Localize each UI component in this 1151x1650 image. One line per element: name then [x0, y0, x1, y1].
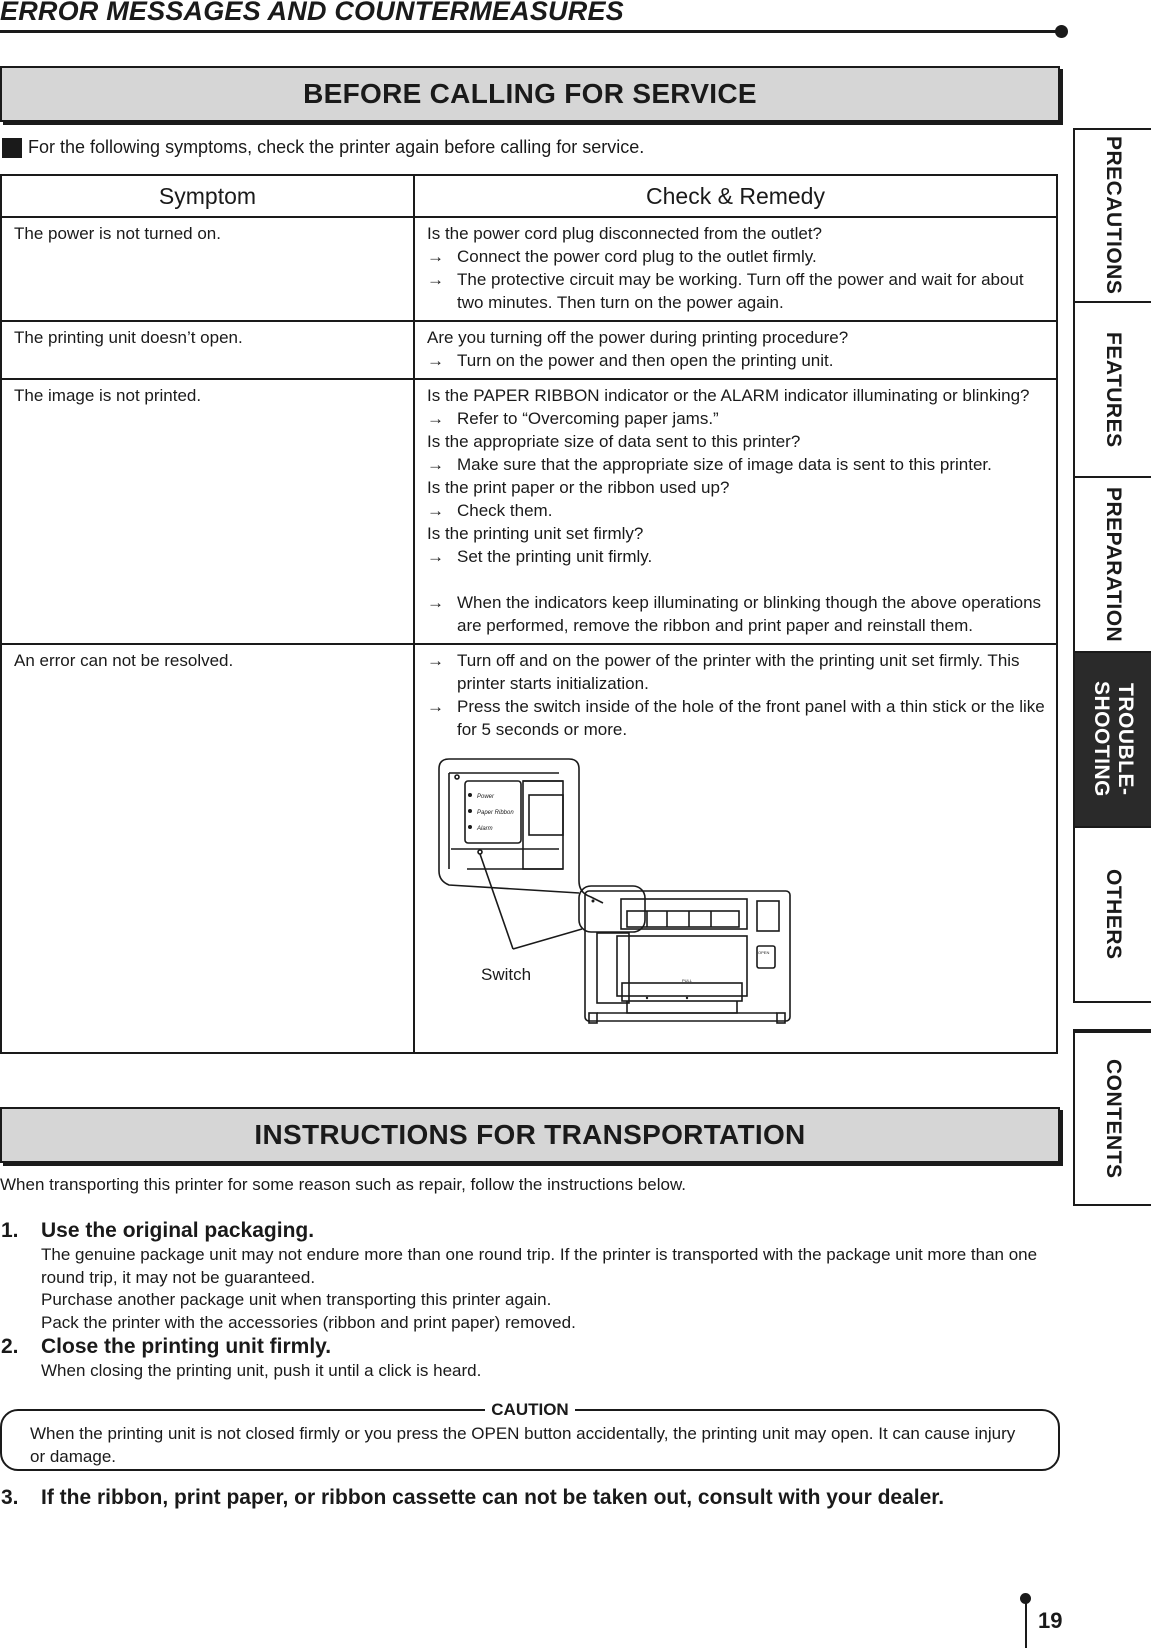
arrow-icon: →	[427, 351, 444, 370]
tab-label: PREPARATION	[1102, 486, 1125, 643]
open-button-label: OPEN	[758, 950, 770, 955]
tab-label: CONTENTS	[1102, 1058, 1125, 1179]
header-rule-dot	[1055, 25, 1068, 38]
arrow-icon: →	[427, 651, 444, 670]
table-row	[1, 321, 1057, 379]
remedy-question: Is the print paper or the ribbon used up?	[427, 478, 730, 497]
remedy-action	[427, 649, 1046, 695]
page-header-title: ERROR MESSAGES AND COUNTERMEASURES	[0, 0, 624, 26]
blank-line	[427, 568, 1046, 591]
switch-callout-label: Switch	[481, 965, 532, 984]
step-header	[0, 1334, 1062, 1360]
remedy-action-text: Make sure that the appropriate size of image data is sent to this printer.	[457, 455, 992, 474]
step-body-line: Purchase another package unit when transporting this printer again.	[41, 1290, 552, 1309]
step-3	[0, 1486, 944, 1510]
page-number: 19	[1038, 1608, 1063, 1633]
tab-others[interactable]	[1073, 828, 1151, 1003]
remedy-action-text: Check them.	[457, 501, 553, 520]
arrow-icon: →	[427, 501, 444, 520]
service-section-banner: BEFORE CALLING FOR SERVICE	[0, 66, 1060, 122]
step-header	[0, 1218, 1062, 1244]
arrow-icon: →	[427, 593, 444, 612]
service-lead-text: For the following symptoms, check the printer again before calling for service.	[28, 137, 645, 157]
service-lead	[2, 137, 644, 158]
arrow-icon: →	[427, 409, 444, 428]
symptom-cell: The printing unit doesn’t open.	[1, 321, 414, 379]
remedy-question: Is the power cord plug disconnected from the outlet?	[427, 224, 823, 243]
step-1	[0, 1218, 1062, 1334]
tab-features[interactable]	[1073, 303, 1151, 478]
remedy-action-text: Set the printing unit firmly.	[457, 547, 653, 566]
remedy-action-text: The protective circuit may be working. Turn off the power and wait for about two minutes. Then turn on the power again.	[457, 270, 1024, 312]
indicator-label-alarm: Alarm	[477, 826, 493, 832]
remedy-action	[427, 545, 1046, 568]
remedy-action	[427, 268, 1046, 314]
tab-precautions[interactable]	[1073, 128, 1151, 303]
tab-troubleshooting[interactable]	[1073, 653, 1151, 828]
caution-label: CAUTION	[485, 1400, 574, 1419]
column-header-remedy: Check & Remedy	[414, 175, 1057, 217]
remedy-action-text: Press the switch inside of the hole of the front panel with a thin stick or the like for 5 seconds or more.	[457, 697, 1045, 739]
table-header-row	[1, 175, 1057, 217]
remedy-action-text: Connect the power cord plug to the outlet firmly.	[457, 247, 817, 266]
arrow-icon: →	[427, 247, 444, 266]
remedy-action-text: Turn on the power and then open the printing unit.	[457, 351, 834, 370]
tab-label: PRECAUTIONS	[1102, 136, 1125, 295]
side-tab-nav	[1073, 128, 1151, 1206]
step-body-line: Pack the printer with the accessories (ribbon and print paper) removed.	[41, 1312, 576, 1332]
arrow-icon: →	[427, 547, 444, 566]
remedy-action	[427, 349, 1046, 372]
symptom-cell: The image is not printed.	[1, 379, 414, 644]
remedy-cell	[414, 644, 1057, 1053]
caution-text: When the printing unit is not closed firmly or you press the OPEN button accidentally, the printing unit may open. It can cause injury or damage.	[30, 1424, 1016, 1466]
square-bullet-icon	[2, 138, 22, 158]
remedy-action-text: When the indicators keep illuminating or blinking though the above operations are performed, remove the ribbon and print paper and reinstall them.	[457, 593, 1042, 635]
remedy-action	[427, 407, 1046, 430]
pull-label: PULL	[682, 978, 693, 983]
step-heading: Use the original packaging.	[41, 1219, 315, 1242]
step-heading: Close the printing unit firmly.	[41, 1335, 332, 1358]
remedy-action	[427, 245, 1046, 268]
symptom-cell: An error can not be resolved.	[1, 644, 414, 1053]
step-number: 1.	[1, 1219, 19, 1242]
tab-spacer	[1073, 1003, 1151, 1031]
indicator-label-paper-ribbon: Paper Ribbon	[477, 810, 514, 816]
step-heading: If the ribbon, print paper, or ribbon cassette can not be taken out, consult with your dealer.	[41, 1486, 945, 1509]
tab-preparation[interactable]	[1073, 478, 1151, 653]
tab-label: TROUBLE- SHOOTING	[1090, 681, 1137, 798]
step-body-line: When closing the printing unit, push it until a click is heard.	[41, 1361, 482, 1380]
remedy-action	[427, 695, 1046, 741]
transport-intro: When transporting this printer for some reason such as repair, follow the instructions below.	[0, 1175, 687, 1194]
step-number: 2.	[1, 1335, 19, 1358]
transport-section-banner: INSTRUCTIONS FOR TRANSPORTATION	[0, 1107, 1060, 1163]
remedy-cell	[414, 321, 1057, 379]
table-row	[1, 217, 1057, 321]
printer-illustration	[427, 751, 1046, 1046]
transport-steps	[0, 1218, 1062, 1383]
tab-label: OTHERS	[1102, 869, 1125, 960]
table-row	[1, 379, 1057, 644]
remedy-action-text: Refer to “Overcoming paper jams.”	[457, 409, 719, 428]
remedy-cell	[414, 217, 1057, 321]
remedy-action	[427, 591, 1046, 637]
tab-contents[interactable]	[1073, 1031, 1151, 1206]
remedy-question: Is the PAPER RIBBON indicator or the ALARM indicator illuminating or blinking?	[427, 386, 1030, 405]
arrow-icon: →	[427, 270, 444, 289]
indicator-label-power: Power	[477, 794, 495, 800]
step-number: 3.	[1, 1486, 19, 1509]
column-header-symptom: Symptom	[1, 175, 414, 217]
page-number-rule	[1025, 1600, 1027, 1648]
remedy-cell	[414, 379, 1057, 644]
remedy-question: Are you turning off the power during printing procedure?	[427, 328, 849, 347]
arrow-icon: →	[427, 455, 444, 474]
symptom-cell: The power is not turned on.	[1, 217, 414, 321]
step-2	[0, 1334, 1062, 1383]
remedy-action-text: Turn off and on the power of the printer with the printing unit set firmly. This printer starts initialization.	[457, 651, 1020, 693]
remedy-action	[427, 499, 1046, 522]
symptom-table	[0, 174, 1058, 1054]
remedy-question: Is the appropriate size of data sent to this printer?	[427, 432, 801, 451]
caution-box	[0, 1400, 1060, 1471]
remedy-question: Is the printing unit set firmly?	[427, 524, 644, 543]
tab-label: FEATURES	[1102, 331, 1125, 448]
printer-switch-diagram	[427, 751, 1037, 1046]
header-rule	[0, 30, 1060, 33]
remedy-action	[427, 453, 1046, 476]
table-row	[1, 644, 1057, 1053]
step-body-line: The genuine package unit may not endure more than one round trip. If the printer is transported with the package unit more than one round trip, it may not be guaranteed.	[41, 1245, 1038, 1287]
arrow-icon: →	[427, 697, 444, 716]
